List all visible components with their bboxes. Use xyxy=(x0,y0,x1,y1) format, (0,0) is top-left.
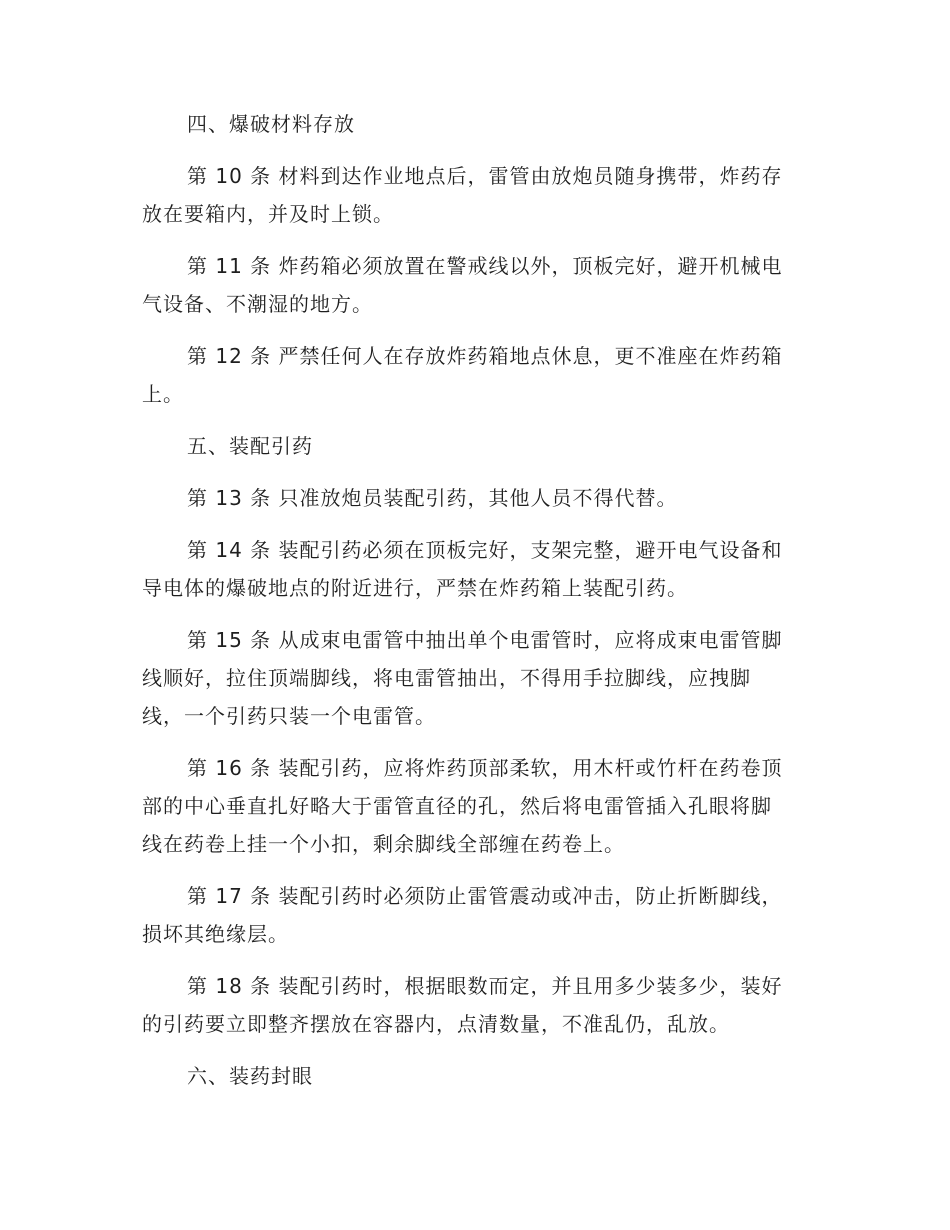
text-line: 第 11 条 炸药箱必须放置在警戒线以外，顶板完好，避开机械电 xyxy=(187,254,783,278)
text-line: 放在要箱内，并及时上锁。 xyxy=(142,202,394,226)
document-body xyxy=(142,105,792,1109)
text-line: 第 12 条 严禁任何人在存放炸药箱地点休息，更不准座在炸药箱 xyxy=(187,344,783,368)
text-line: 第 15 条 从成束电雷管中抽出单个电雷管时，应将成束电雷管脚 xyxy=(187,628,783,652)
text-line: 线在药卷上挂一个小扣，剩余脚线全部缠在药卷上。 xyxy=(142,832,625,856)
section-heading: 四、爆破材料存放 xyxy=(187,112,355,136)
text-line: 第 14 条 装配引药必须在顶板完好，支架完整，避开电气设备和 xyxy=(187,538,783,562)
article-16 xyxy=(142,749,792,863)
text-line: 气设备、不潮湿的地方。 xyxy=(142,292,373,316)
section-heading: 五、装配引药 xyxy=(187,434,313,458)
text-line: 第 13 条 只准放炮员装配引药，其他人员不得代替。 xyxy=(187,486,678,510)
text-line: 线，一个引药只装一个电雷管。 xyxy=(142,704,436,728)
text-line: 第 10 条 材料到达作业地点后，雷管由放炮员随身携带，炸药存 xyxy=(187,164,783,188)
article-17 xyxy=(142,877,792,953)
article-12 xyxy=(142,337,792,413)
article-11 xyxy=(142,247,792,323)
article-18 xyxy=(142,967,792,1043)
text-line: 上。 xyxy=(142,382,184,406)
article-10 xyxy=(142,157,792,233)
text-line: 第 18 条 装配引药时，根据眼数而定，并且用多少装多少，装好 xyxy=(187,974,783,998)
article-14 xyxy=(142,531,792,607)
article-15 xyxy=(142,621,792,735)
text-line: 第 17 条 装配引药时必须防止雷管震动或冲击，防止折断脚线， xyxy=(187,884,783,908)
article-13 xyxy=(142,479,792,517)
text-line: 线顺好，拉住顶端脚线，将电雷管抽出，不得用手拉脚线，应拽脚 xyxy=(142,666,751,690)
text-line: 损坏其绝缘层。 xyxy=(142,922,289,946)
text-line: 的引药要立即整齐摆放在容器内，点清数量，不准乱仍，乱放。 xyxy=(142,1012,730,1036)
text-line: 导电体的爆破地点的附近进行，严禁在炸药箱上装配引药。 xyxy=(142,576,688,600)
text-line: 部的中心垂直扎好略大于雷管直径的孔，然后将电雷管插入孔眼将脚 xyxy=(142,794,772,818)
section-heading: 六、装药封眼 xyxy=(187,1064,313,1088)
text-line: 第 16 条 装配引药，应将炸药顶部柔软，用木杆或竹杆在药卷顶 xyxy=(187,756,783,780)
